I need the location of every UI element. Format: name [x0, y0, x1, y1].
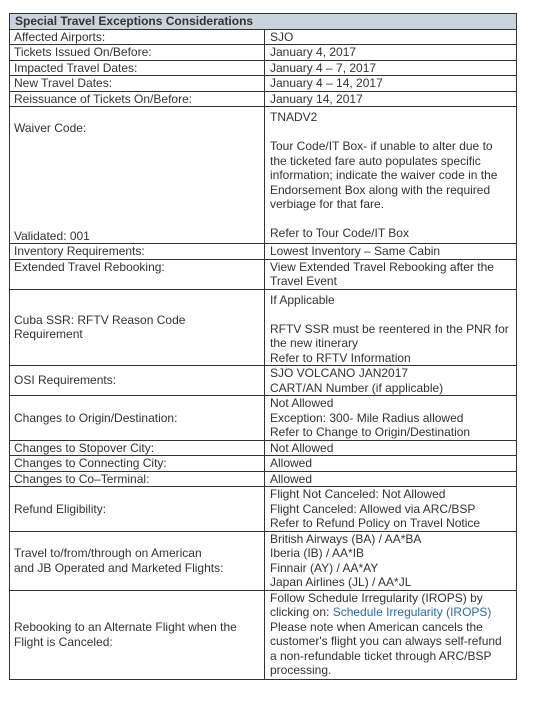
refund-line: Refer to Refund Policy on Travel Notice	[270, 516, 481, 530]
origin-line: Refer to Change to Origin/Destination	[270, 425, 471, 439]
carrier-item: Finnair (AY) / AA*AY	[270, 560, 379, 575]
origin-row	[10, 396, 517, 441]
row-label: Changes to Stopover City:	[10, 440, 265, 456]
row-label: Affected Airports:	[10, 29, 265, 45]
waiver-description: Tour Code/IT Box- if unable to alter due to the ticketed fare auto populates specific information; indicate the waiver code in the Endorsement Box along with the required verbiage for that fare.	[270, 139, 498, 211]
origin-value-cell	[265, 396, 517, 441]
cuba-line: RFTV SSR must be reentered in the PNR for the new itinerary	[270, 321, 509, 350]
row-label: Changes to Origin/Destination:	[10, 396, 265, 441]
waiver-row	[10, 107, 517, 244]
row-label: New Travel Dates:	[10, 76, 265, 92]
row-label: Refund Eligibility:	[10, 487, 265, 532]
table-row	[10, 244, 517, 260]
osi-line: CART/AN Number (if applicable)	[270, 380, 444, 395]
rebooking-prefix: clicking on:	[270, 605, 333, 619]
row-label: Extended Travel Rebooking:	[10, 259, 265, 289]
row-value: January 14, 2017	[265, 91, 517, 107]
table-row	[10, 259, 517, 289]
row-label: Cuba SSR: RFTV Reason Code Requirement	[10, 289, 265, 366]
travel-label-line: Travel to/from/through on American	[14, 546, 202, 560]
row-value: Lowest Inventory – Same Cabin	[265, 244, 517, 260]
refund-value-cell	[265, 487, 517, 532]
osi-row	[10, 366, 517, 396]
row-value: January 4, 2017	[265, 45, 517, 61]
waiver-reference: Refer to Tour Code/IT Box	[270, 226, 409, 240]
rebooking-link-line	[270, 605, 508, 620]
row-label: Inventory Requirements:	[10, 244, 265, 260]
cuba-line: Refer to RFTV Information	[270, 350, 411, 365]
refund-line: Flight Canceled: Allowed via ARC/BSP	[270, 501, 476, 516]
row-label: Rebooking to an Alternate Flight when the Flight is Canceled:	[10, 590, 265, 679]
waiver-value-cell	[265, 107, 517, 244]
row-value: Not Allowed	[265, 440, 517, 456]
table-row	[10, 440, 517, 456]
table-header-row	[10, 14, 517, 30]
carrier-item: Japan Airlines (JL) / AA*JL	[270, 575, 412, 589]
row-value: Allowed	[265, 471, 517, 487]
osi-value-cell	[265, 366, 517, 396]
travel-label-cell	[10, 531, 265, 590]
row-label: OSI Requirements:	[10, 366, 265, 396]
row-value: January 4 – 7, 2017	[265, 60, 517, 76]
cuba-row	[10, 289, 517, 366]
table-title: Special Travel Exceptions Considerations	[10, 14, 517, 30]
row-value: January 4 – 14, 2017	[265, 76, 517, 92]
row-label: Reissuance of Tickets On/Before:	[10, 91, 265, 107]
row-label: Changes to Connecting City:	[10, 456, 265, 472]
waiver-label: Waiver Code:	[14, 121, 87, 135]
waiver-code: TNADV2	[270, 110, 318, 124]
travel-row	[10, 531, 517, 590]
cuba-line: If Applicable	[270, 292, 335, 307]
refund-line: Flight Not Canceled: Not Allowed	[270, 487, 446, 501]
origin-line: Exception: 300- Mile Radius allowed	[270, 410, 464, 425]
table-row	[10, 29, 517, 45]
table-row	[10, 60, 517, 76]
validated-label: Validated: 001	[14, 229, 90, 243]
carriers-cell	[265, 531, 517, 590]
row-value: Allowed	[265, 456, 517, 472]
rebooking-line: Follow Schedule Irregularity (IROPS) by	[270, 590, 483, 605]
table-row	[10, 45, 517, 61]
row-value: View Extended Travel Rebooking after the Travel Event	[265, 259, 517, 289]
table-row	[10, 471, 517, 487]
waiver-label-cell	[10, 107, 265, 244]
osi-line: SJO VOLCANO JAN2017	[270, 366, 409, 380]
table-row	[10, 91, 517, 107]
rebooking-value-cell	[265, 590, 517, 679]
cuba-value-cell	[265, 289, 517, 366]
travel-label-line: and JB Operated and Marketed Flights:	[14, 560, 224, 575]
travel-exceptions-table	[9, 13, 517, 680]
table-row	[10, 76, 517, 92]
refund-row	[10, 487, 517, 532]
carrier-item: Iberia (IB) / AA*IB	[270, 546, 365, 560]
table-row	[10, 456, 517, 472]
irops-link[interactable]: Schedule Irregularity (IROPS)	[332, 605, 492, 619]
row-value: SJO	[265, 29, 517, 45]
row-label: Changes to Co–Terminal:	[10, 471, 265, 487]
row-label: Tickets Issued On/Before:	[10, 45, 265, 61]
origin-line: Not Allowed	[270, 396, 334, 410]
row-label: Impacted Travel Dates:	[10, 60, 265, 76]
rebooking-note: Please note when American cancels the customer's flight you can always self-refund a non-refundable ticket through ARC/BSP processing.	[270, 619, 502, 677]
carrier-item: British Airways (BA) / AA*BA	[270, 531, 422, 546]
rebooking-row	[10, 590, 517, 679]
